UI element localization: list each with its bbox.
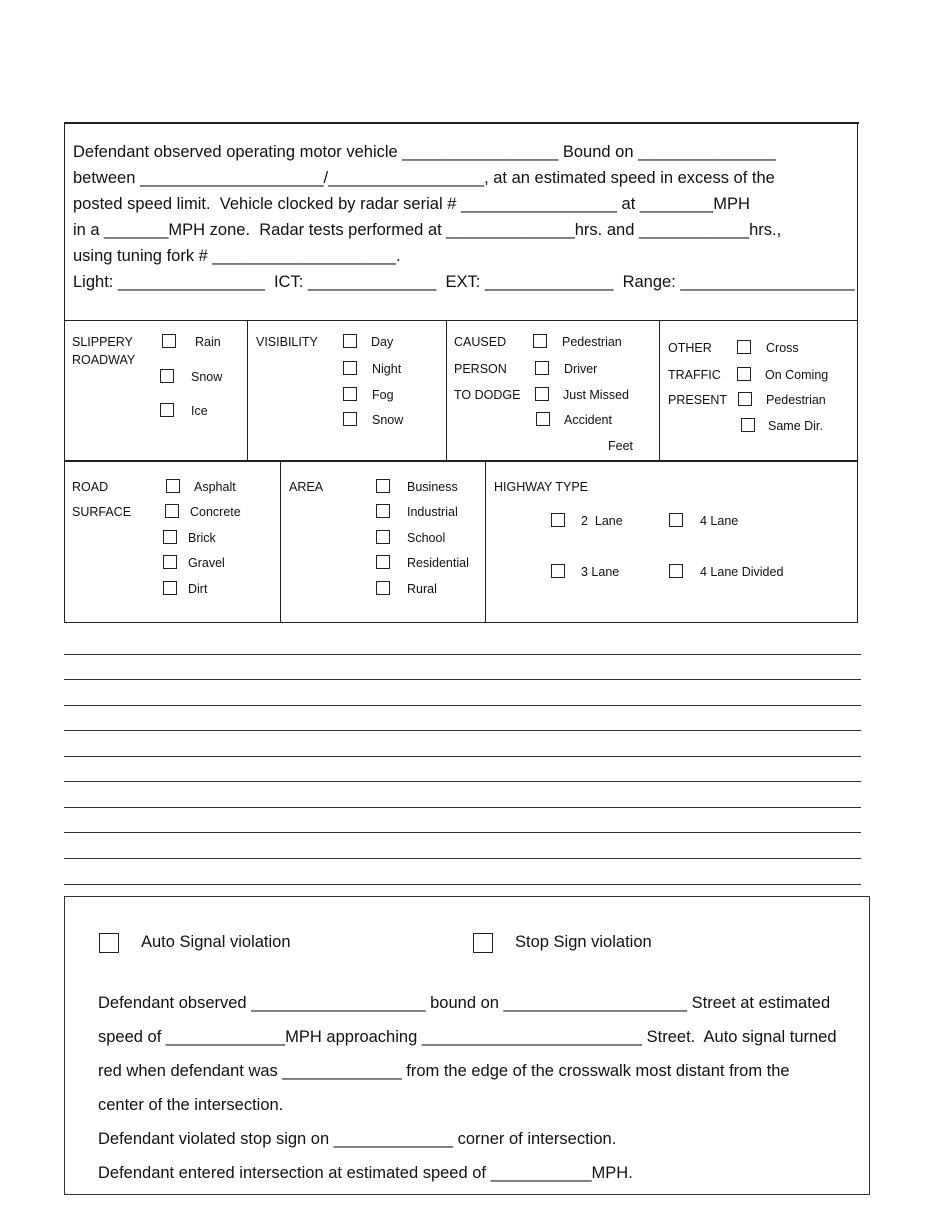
industrial-checkbox[interactable]: [376, 504, 390, 518]
dodge-pedestrian-checkbox[interactable]: [533, 334, 547, 348]
rural-label: Rural: [407, 582, 437, 596]
business-checkbox[interactable]: [376, 479, 390, 493]
auto-signal-violation-checkbox[interactable]: [99, 933, 119, 953]
snow-label: Snow: [191, 370, 223, 384]
four-lane-label: 4 Lane: [700, 514, 739, 528]
narrative-line: posted speed limit. Vehicle clocked by radar serial # _________________ at ________MPH: [73, 195, 750, 213]
business-label: Business: [407, 480, 458, 494]
traffic-pedestrian-checkbox[interactable]: [738, 392, 752, 406]
dirt-checkbox[interactable]: [163, 581, 177, 595]
dirt-label: Dirt: [188, 582, 208, 596]
concrete-label: Concrete: [190, 505, 241, 519]
two-lane-label: 2 Lane: [581, 514, 623, 528]
industrial-label: Industrial: [407, 505, 458, 519]
violation-narrative-line: speed of _____________MPH approaching ________________________ Street. Auto signal turned: [98, 1028, 837, 1046]
other-traffic-heading: OTHER: [668, 341, 712, 355]
traffic-cross-checkbox[interactable]: [737, 340, 751, 354]
traffic-cross-label: Cross: [766, 341, 799, 355]
brick-label: Brick: [188, 531, 216, 545]
residential-label: Residential: [407, 556, 469, 570]
other-traffic-heading: PRESENT: [668, 393, 728, 407]
night-label: Night: [372, 362, 402, 376]
note-line[interactable]: [64, 832, 861, 833]
visibility-heading: VISIBILITY: [256, 335, 318, 349]
road-surface-heading: ROAD: [72, 480, 109, 494]
note-line[interactable]: [64, 884, 861, 885]
four-lane-divided-checkbox[interactable]: [669, 564, 683, 578]
dodge-heading: CAUSED: [454, 335, 507, 349]
slippery-roadway-heading: SLIPPERY: [72, 335, 133, 349]
area-heading: AREA: [289, 480, 324, 494]
note-line[interactable]: [64, 858, 861, 859]
road-surface-heading: SURFACE: [72, 505, 132, 519]
note-line[interactable]: [64, 654, 861, 655]
day-label: Day: [371, 335, 394, 349]
residential-checkbox[interactable]: [376, 555, 390, 569]
fog-label: Fog: [372, 388, 394, 402]
asphalt-checkbox[interactable]: [166, 479, 180, 493]
fog-checkbox[interactable]: [343, 387, 357, 401]
note-line[interactable]: [64, 807, 861, 808]
violation-narrative-line: center of the intersection.: [98, 1096, 284, 1114]
traffic-same-dir-checkbox[interactable]: [741, 418, 755, 432]
violation-narrative-line: Defendant entered intersection at estimated speed of ___________MPH.: [98, 1164, 633, 1182]
gravel-label: Gravel: [188, 556, 225, 570]
four-lane-checkbox[interactable]: [669, 513, 683, 527]
three-lane-label: 3 Lane: [581, 565, 620, 579]
other-traffic-heading: TRAFFIC: [668, 368, 721, 382]
dodge-heading: PERSON: [454, 362, 507, 376]
violation-narrative-line: Defendant observed ___________________ bound on ____________________ Street at estimated: [98, 994, 831, 1012]
stop-sign-violation-checkbox[interactable]: [473, 933, 493, 953]
dodge-accident-label: Accident: [564, 413, 612, 427]
school-label: School: [407, 531, 446, 545]
traffic-oncoming-label: On Coming: [765, 368, 829, 382]
dodge-driver-checkbox[interactable]: [535, 361, 549, 375]
auto-signal-violation-label: Auto Signal violation: [141, 933, 291, 951]
two-lane-checkbox[interactable]: [551, 513, 565, 527]
dodge-feet-label: Feet: [608, 439, 634, 453]
narrative-line: Light: ________________ ICT: ______________ EXT: ______________ Range: ___________________: [73, 273, 855, 291]
asphalt-label: Asphalt: [194, 480, 236, 494]
traffic-same-dir-label: Same Dir.: [768, 419, 823, 433]
visibility-snow-checkbox[interactable]: [343, 412, 357, 426]
dodge-heading: TO DODGE: [454, 388, 521, 402]
dodge-driver-label: Driver: [564, 362, 598, 376]
dodge-just-missed-label: Just Missed: [563, 388, 629, 402]
violation-narrative-line: red when defendant was _____________ from the edge of the crosswalk most distant from the: [98, 1062, 790, 1080]
stop-sign-violation-label: Stop Sign violation: [515, 933, 652, 951]
school-checkbox[interactable]: [376, 530, 390, 544]
ice-checkbox[interactable]: [160, 403, 174, 417]
narrative-line: using tuning fork # ____________________.: [73, 247, 401, 265]
three-lane-checkbox[interactable]: [551, 564, 565, 578]
note-line[interactable]: [64, 705, 861, 706]
dodge-just-missed-checkbox[interactable]: [535, 387, 549, 401]
note-line[interactable]: [64, 781, 861, 782]
night-checkbox[interactable]: [343, 361, 357, 375]
rain-checkbox[interactable]: [162, 334, 176, 348]
visibility-snow-label: Snow: [372, 413, 404, 427]
highway-type-heading: HIGHWAY TYPE: [494, 480, 589, 494]
traffic-oncoming-checkbox[interactable]: [737, 367, 751, 381]
violation-narrative-line: Defendant violated stop sign on _____________ corner of intersection.: [98, 1130, 617, 1148]
note-line[interactable]: [64, 730, 861, 731]
note-line[interactable]: [64, 756, 861, 757]
concrete-checkbox[interactable]: [165, 504, 179, 518]
gravel-checkbox[interactable]: [163, 555, 177, 569]
dodge-pedestrian-label: Pedestrian: [562, 335, 622, 349]
ice-label: Ice: [191, 404, 208, 418]
snow-checkbox[interactable]: [160, 369, 174, 383]
rain-label: Rain: [195, 335, 221, 349]
traffic-pedestrian-label: Pedestrian: [766, 393, 826, 407]
slippery-roadway-heading: ROADWAY: [72, 353, 136, 367]
narrative-line: between ____________________/_________________, at an estimated speed in excess of the: [73, 169, 775, 187]
note-line[interactable]: [64, 679, 861, 680]
narrative-line: in a _______MPH zone. Radar tests performed at ______________hrs. and ____________hrs.,: [73, 221, 782, 239]
rural-checkbox[interactable]: [376, 581, 390, 595]
narrative-line: Defendant observed operating motor vehicle _________________ Bound on _______________: [73, 143, 776, 161]
four-lane-divided-label: 4 Lane Divided: [700, 565, 784, 579]
day-checkbox[interactable]: [343, 334, 357, 348]
dodge-accident-checkbox[interactable]: [536, 412, 550, 426]
brick-checkbox[interactable]: [163, 530, 177, 544]
